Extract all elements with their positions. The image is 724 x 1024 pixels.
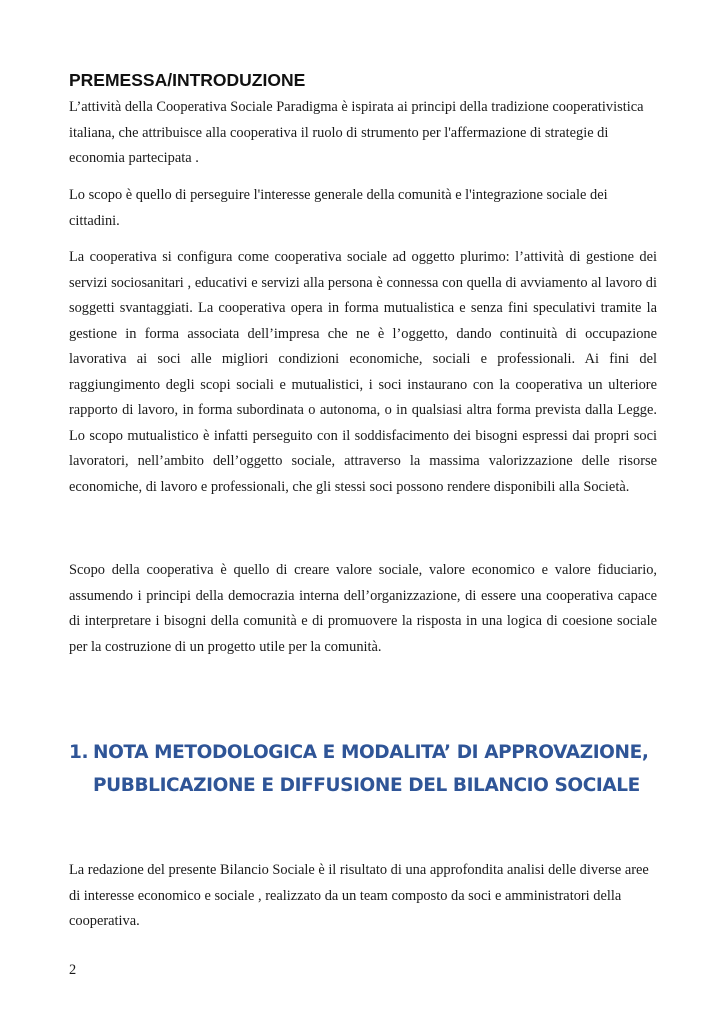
intro-paragraph-4: Scopo della cooperativa è quello di creare valore sociale, valore economico e valore fiduciario, assumendo i principi della democrazia interna dell’organizzazione, di essere una cooperativa capace di interpretare i bisogni della comunità e di promuovere la risposta in una logica di coesione sociale per la costruzione di un progetto utile per la comunità. [69, 562, 657, 655]
section-heading [69, 736, 669, 802]
page-number: 2 [69, 962, 77, 978]
section-paragraph: La redazione del presente Bilancio Sociale è il risultato di una approfondita analisi delle diverse aree di interesse economico e sociale , realizzato da un team composto da soci e amministratori della cooperativa. [69, 862, 649, 929]
section-title: NOTA METODOLOGICA E MODALITA’ DI APPROVAZIONE, PUBBLICAZIONE E DIFFUSIONE DEL BILANCIO SOCIALE [93, 742, 649, 796]
intro-paragraph-1: L’attività della Cooperativa Sociale Paradigma è ispirata ai principi della tradizione cooperativistica italiana, che attribuisce alla cooperativa il ruolo di strumento per l'affermazione di strategie di economia partecipata . [69, 99, 644, 166]
section-number: 1. [69, 742, 89, 763]
intro-paragraph-2: Lo scopo è quello di perseguire l'interesse generale della comunità e l'integrazione sociale dei cittadini. [69, 187, 608, 229]
intro-heading: PREMESSA/INTRODUZIONE [69, 70, 306, 90]
intro-paragraph-3: La cooperativa si configura come cooperativa sociale ad oggetto plurimo: l’attività di gestione dei servizi sociosanitari , educativi e servizi alla persona è connessa con quella di avviamento al lavoro di soggetti svantaggiati. La cooperativa opera in forma mutualistica e senza fini speculativi tramite la gestione in forma associata dell’impresa che ne è l’oggetto, dando continuità di occupazione lavorativa ai soci alle migliori condizioni economiche, sociali e professionali. Ai fini del raggiungimento degli scopi sociali e mutualistici, i soci instaurano con la cooperativa un ulteriore rapporto di lavoro, in forma subordinata o autonoma, o in qualsiasi altra forma prevista dalla Legge. Lo scopo mutualistico è infatti perseguito con il soddisfacimento dei bisogni espressi dai propri soci lavoratori, nell’ambito dell’oggetto sociale, attraverso la massima valorizzazione delle risorse economiche, di lavoro e professionali, che gli stessi soci possono rendere disponibili alla Società. [69, 249, 657, 495]
